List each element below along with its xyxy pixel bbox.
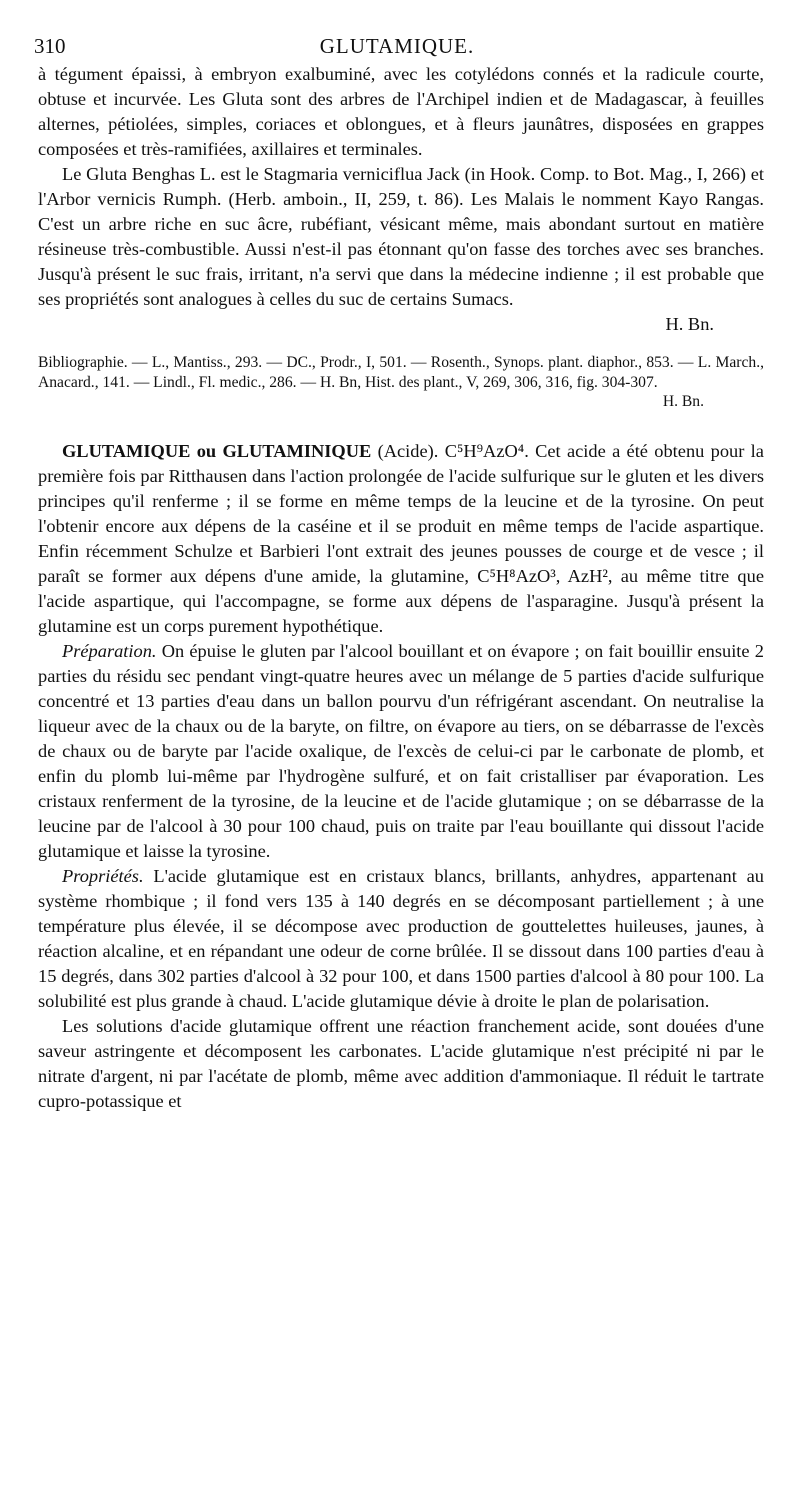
page-header: [34, 34, 760, 60]
bibliography-signature: H. Bn.: [662, 393, 704, 410]
entry-acid-label: (Acide).: [377, 441, 439, 461]
preparation-text: On épuise le gluten par l'alcool bouillant et on évapore ; on fait bouillir ensuite 2 parties du résidu sec pendant vingt-quatre heures avec un mélange de 5 parties d'acide sulfurique concentré et 13 parties d'eau dans un ballon pourvu d'un réfrigérant ascendant. On neutralise la liqueur avec de la chaux ou de la baryte, on filtre, on évapore au tiers, on se débarrasse de l'excès de chaux ou de baryte par l'acide oxalique, de l'excès de celui-ci par le carbonate de plomb, et enfin du plomb lui-même par l'hydrogène sulfuré, et on fait cristalliser par évaporation. Les cristaux renferment de la tyrosine, de la leucine et de l'acide glutamique ; on se débarrasse de la leucine par de l'alcool à 30 pour 100 chaud, puis on traite par l'eau bouillante qui dissout l'acide glutamique et laisse la tyrosine.: [38, 641, 764, 861]
section-label-preparation: Préparation.: [62, 641, 157, 661]
chemical-formula: C⁵H⁹AzO⁴.: [444, 441, 529, 461]
paragraph-solutions: Les solutions d'acide glutamique offrent une réaction franchement acide, sont douées d'une saveur astringente et décomposent les carbonates. L'acide glutamique n'est précipité ni par le nitrate d'argent, ni par l'acétate de plomb, même avec addition d'ammoniaque. Il réduit le tartrate cupro-potassique et: [38, 1016, 764, 1111]
entry-glutamique: [38, 439, 764, 639]
entry-heading: GLUTAMIQUE ou GLUTAMINIQUE: [62, 441, 372, 461]
paragraph-gluta-benghas: Le Gluta Benghas L. est le Stagmaria verniciflua Jack (in Hook. Comp. to Bot. Mag., I, 266) et l'Arbor vernicis Rumph. (Herb. amboin., II, 259, t. 86). Les Malais le nomment Kayo Rangas. C'est un arbre riche en suc âcre, rubéfiant, vésicant même, mais abondant surtout en matière résineuse très-combustible. Aussi n'est-il pas étonnant qu'on fasse des torches avec ses branches. Jusqu'à présent le suc frais, irritant, n'a servi que dans la médecine indienne ; il est probable que ses propriétés sont analogues à celles du suc de certains Sumacs.: [38, 164, 764, 309]
entry-text: Cet acide a été obtenu pour la première fois par Ritthausen dans l'action prolongée de l'acide sulfurique sur le gluten et les divers principes qu'il renferme ; il se forme en même temps de la leucine et de la tyrosine. On peut l'obtenir encore aux dépens de la caséine et il se produit en même temps de l'acide aspartique. Enfin récemment Schulze et Barbieri l'ont extrait des jeunes pousses de courge et de vesce ; il paraît se former aux dépens d'une amide, la glutamine, C⁵H⁸AzO³, AzH², au même titre que l'acide aspartique, qui l'accompagne, se forme aux dépens de l'asparagine. Jusqu'à présent la glutamine est un corps purement hypothétique.: [38, 441, 764, 636]
properties-text: L'acide glutamique est en cristaux blancs, brillants, anhydres, appartenant au système rhombique ; il fond vers 135 à 140 degrés en se décomposant partiellement ; à une température plus élevée, il se décompose avec production de gouttelettes huileuses, jaunes, à réaction alcaline, et en répandant une odeur de corne brûlée. Il se dissout dans 100 parties d'eau à 15 degrés, dans 302 parties d'alcool à 32 pour 100, et dans 1500 parties d'alcool à 80 pour 100. La solubilité est plus grande à chaud. L'acide glutamique dévie à droite le plan de polarisation.: [38, 866, 764, 1011]
section-label-properties: Propriétés.: [62, 866, 144, 886]
bibliography: Bibliographie. — L., Mantiss., 293. — DC., Prodr., I, 501. — Rosenth., Synops. plant. diaphor., 853. — L. March., Anacard., 141. — Lindl., Fl. medic., 286. — H. Bn, Hist. des plant., V, 269, 306, 316, fig. 304-307.: [38, 354, 764, 391]
running-title: GLUTAMIQUE.: [319, 34, 475, 58]
paragraph-gluta-description: à tégument épaissi, à embryon exalbuminé, avec les cotylédons connés et la radicule courte, obtuse et incurvée. Les Gluta sont des arbres de l'Archipel indien et de Madagascar, à feuilles alternes, pétiolées, simples, coriaces et oblongues, et à fleurs jaunâtres, disposées en grappes composées et très-ramifiées, axillaires et terminales.: [38, 64, 764, 159]
page-body: [38, 62, 764, 1114]
author-signature: H. Bn.: [665, 314, 714, 334]
page-number: 310: [34, 34, 66, 58]
section-properties: [38, 864, 764, 1014]
section-preparation: [38, 639, 764, 864]
